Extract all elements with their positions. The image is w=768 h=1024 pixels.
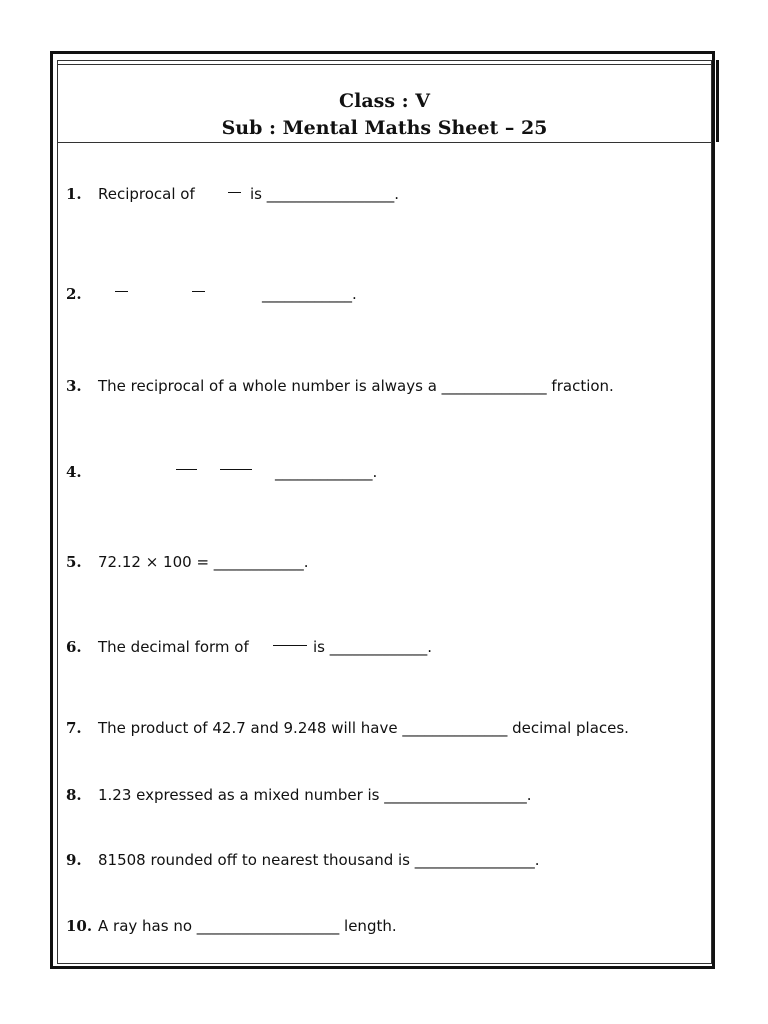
fraction-bar: [115, 291, 128, 292]
fraction-bar: [228, 192, 241, 193]
question-number: 5.: [66, 553, 82, 571]
question-text: The product of 42.7 and 9.248 will have ______________ decimal places.: [98, 719, 629, 737]
top-rule: [57, 64, 712, 65]
question-text-before: The decimal form of: [98, 638, 249, 656]
question-number: 10.: [66, 917, 93, 935]
question-text: The reciprocal of a whole number is always a ______________ fraction.: [98, 377, 614, 395]
header-divider: [57, 142, 712, 143]
question-number: 2.: [66, 285, 82, 303]
fraction-bar: [273, 645, 307, 646]
question-number: 9.: [66, 851, 82, 869]
question-number: 4.: [66, 463, 82, 481]
subject-title: Sub : Mental Maths Sheet – 25: [221, 117, 548, 139]
question-text-after: is _________________.: [250, 185, 400, 203]
sheet-header: [57, 88, 712, 142]
right-bar: [716, 60, 719, 142]
question-number: 6.: [66, 638, 82, 656]
question-text: 81508 rounded off to nearest thousand is ________________.: [98, 851, 540, 869]
question-text-before: Reciprocal of: [98, 185, 195, 203]
fraction-bar: [192, 291, 205, 292]
question-number: 1.: [66, 185, 82, 203]
question-text: 1.23 expressed as a mixed number is ___________________.: [98, 786, 532, 804]
question-number: 8.: [66, 786, 82, 804]
answer-blank: _____________.: [275, 463, 378, 481]
fraction-bar: [220, 469, 252, 470]
class-label: Class : V: [338, 90, 431, 112]
question-text-after: is _____________.: [313, 638, 433, 656]
question-number: 7.: [66, 719, 82, 737]
fraction-bar: [176, 469, 197, 470]
answer-blank: ____________.: [262, 285, 357, 303]
question-text: A ray has no ___________________ length.: [98, 917, 397, 935]
question-text: 72.12 × 100 = ____________.: [98, 553, 309, 571]
question-number: 3.: [66, 377, 82, 395]
